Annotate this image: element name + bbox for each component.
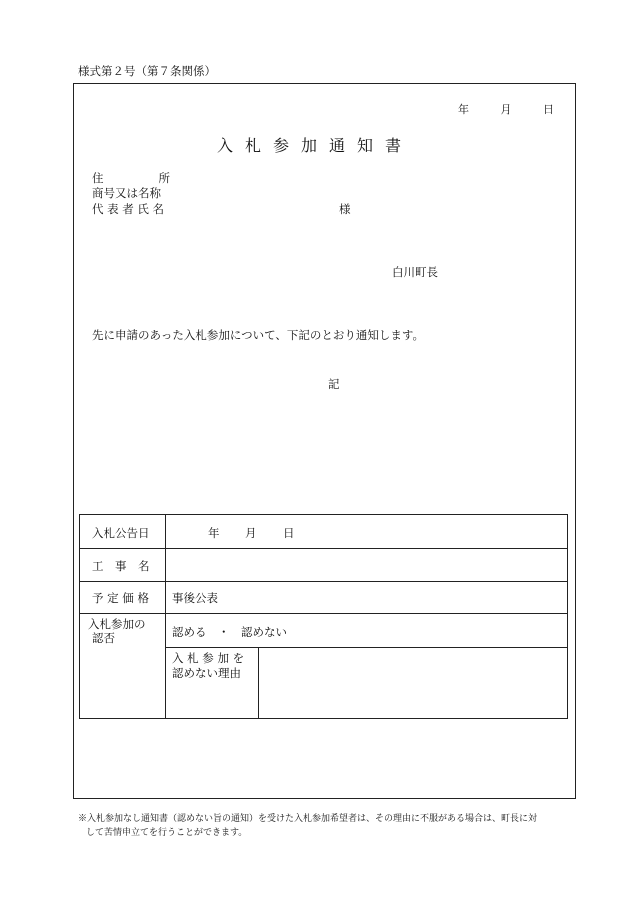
document-title: 入札参加通知書 [216, 136, 413, 155]
ki-heading: 記 [328, 377, 340, 391]
notice-body: 先に申請のあった入札参加について、下記のとおり通知します。 [92, 328, 425, 342]
trade-name-label: 商号又は名称 [92, 186, 161, 200]
footnote-line1: ※入札参加なし通知書（認めない旨の通知）を受けた入札参加希望者は、その理由に不服がある場合は、町長に対 [78, 814, 538, 824]
address-label: 住 所 [92, 171, 170, 185]
reason-label-line1: 入 札 参 加 を [172, 651, 245, 665]
approval-options: 認める ・ 認めない [172, 625, 287, 639]
footnote [78, 812, 598, 840]
estimated-price-label: 予 定 価 格 [92, 591, 149, 605]
date-day: 日 [543, 103, 554, 116]
date-month: 月 [500, 103, 512, 116]
bid-date-year: 年 [208, 526, 220, 540]
date-year: 年 [458, 103, 469, 116]
reason-label-line2: 認めない理由 [172, 666, 241, 680]
honorific-sama: 様 [339, 202, 351, 216]
bid-announce-date-label: 入札公告日 [92, 526, 150, 540]
issuer-name: 白川町長 [392, 265, 438, 279]
form-number-label: 様式第２号（第７条関係） [78, 64, 216, 78]
representative-label: 代 表 者 氏 名 [92, 202, 164, 216]
approval-label-line1: 入札参加の [88, 617, 146, 631]
project-name-label: 工 事 名 [92, 559, 150, 573]
bid-date-month: 月 [245, 526, 257, 540]
footnote-line2: して苦情申立てを行うことができます。 [86, 828, 248, 838]
bid-date-day: 日 [283, 526, 295, 540]
estimated-price-value: 事後公表 [172, 591, 218, 605]
approval-label-line2: 認否 [92, 631, 115, 645]
table-outline [80, 515, 568, 719]
